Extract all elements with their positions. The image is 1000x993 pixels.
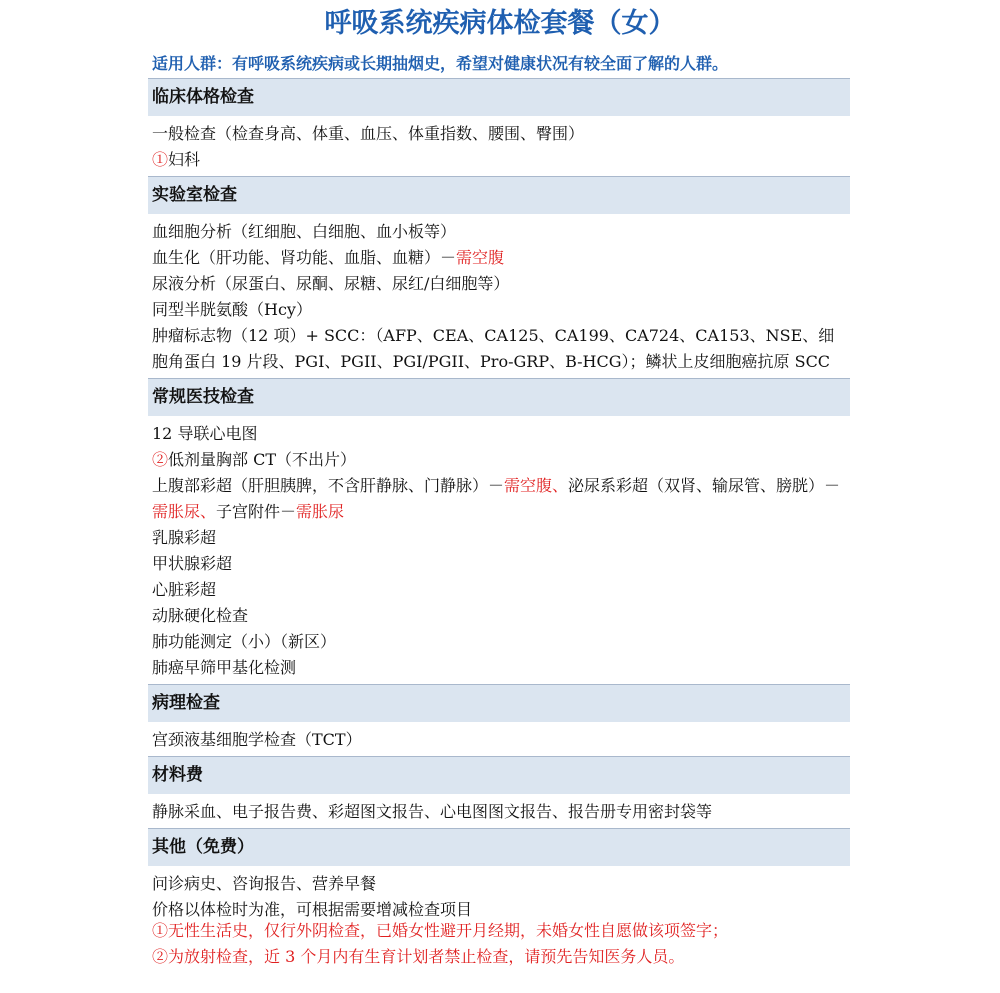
- exam-item: [152, 799, 850, 825]
- item-text: 12 导联心电图: [152, 424, 258, 443]
- exam-item: [152, 447, 850, 473]
- section-header: 常规医技检查: [148, 378, 850, 416]
- section-header: 实验室检查: [148, 176, 850, 214]
- section-header: 材料费: [148, 756, 850, 794]
- item-text: 宫颈液基细胞学检查（TCT）: [152, 730, 362, 749]
- item-text: 妇科: [168, 150, 201, 169]
- target-audience: 适用人群：有呼吸系统疾病或长期抽烟史，希望对健康状况有较全面了解的人群。: [152, 54, 729, 73]
- item-text: 静脉采血、电子报告费、彩超图文报告、心电图图文报告、报告册专用密封袋等: [152, 802, 713, 821]
- item-text: 血生化（肝功能、肾功能、血脂、血糖）－: [152, 248, 457, 267]
- item-text: 同型半胱氨酸（Hcy）: [152, 300, 312, 319]
- exam-item: [152, 655, 850, 681]
- section-items: [148, 116, 850, 176]
- highlight-text: 需胀尿: [296, 502, 345, 521]
- highlight-text: 需空腹: [456, 248, 505, 267]
- exam-item: [152, 245, 850, 271]
- section-items: [148, 416, 850, 684]
- footnote-2: ②为放射检查，近 3 个月内有生育计划者禁止检查，请预先告知医务人员。: [152, 947, 685, 966]
- item-text: 肺癌早筛甲基化检测: [152, 658, 297, 677]
- exam-item: [152, 147, 850, 173]
- item-text: 上腹部彩超（肝胆胰脾，不含肝静脉、门静脉）－: [152, 476, 505, 495]
- item-text: 泌尿系彩超（双肾、输尿管、膀胱）－: [568, 476, 841, 495]
- exam-item: [152, 121, 850, 147]
- exam-item: [152, 603, 850, 629]
- highlight-text: 需胀尿、: [152, 502, 217, 521]
- footnote-1: ①无性生活史，仅行外阴检查，已婚女性避开月经期，未婚女性自愿做该项签字；: [152, 921, 729, 940]
- item-text: 肺功能测定（小）（新区）: [152, 632, 337, 651]
- item-text: 子宫附件－: [216, 502, 297, 521]
- exam-item: [152, 525, 850, 551]
- exam-content: [148, 78, 850, 926]
- item-text: 价格以体检时为准，可根据需要增减检查项目: [152, 900, 473, 919]
- page-title: 呼吸系统疾病体检套餐（女）: [324, 8, 676, 39]
- item-text: 乳腺彩超: [152, 528, 217, 547]
- exam-item: [152, 727, 850, 753]
- section-header: 病理检查: [148, 684, 850, 722]
- exam-item: [152, 421, 850, 447]
- section-header: 临床体格检查: [148, 78, 850, 116]
- section-items: [148, 214, 850, 378]
- item-text: 甲状腺彩超: [152, 554, 233, 573]
- exam-item: [152, 871, 850, 897]
- item-text: 尿液分析（尿蛋白、尿酮、尿糖、尿红/白细胞等）: [152, 274, 510, 293]
- exam-item: [152, 551, 850, 577]
- item-text: 问诊病史、咨询报告、营养早餐: [152, 874, 377, 893]
- highlight-text: ①: [152, 150, 169, 169]
- exam-item: [152, 473, 850, 525]
- item-text: 血细胞分析（红细胞、白细胞、血小板等）: [152, 222, 457, 241]
- section-items: [148, 722, 850, 756]
- exam-item: [152, 577, 850, 603]
- section-items: [148, 866, 850, 926]
- exam-item: [152, 323, 850, 375]
- section-header: 其他（免费）: [148, 828, 850, 866]
- item-text: 心脏彩超: [152, 580, 217, 599]
- exam-item: [152, 219, 850, 245]
- item-text: 肿瘤标志物（12 项）+ SCC：（AFP、CEA、CA125、CA199、CA724、CA153、NSE、细胞角蛋白 19 片段、PGI、PGII、PGI/PGII、Pro-GRP、B-HCG）；鳞状上皮细胞癌抗原 SCC: [152, 326, 835, 371]
- item-text: 一般检查（检查身高、体重、血压、体重指数、腰围、臀围）: [152, 124, 585, 143]
- item-text: 低剂量胸部 CT（不出片）: [168, 450, 357, 469]
- exam-item: [152, 271, 850, 297]
- footnotes: [152, 918, 852, 970]
- exam-item: [152, 297, 850, 323]
- highlight-text: 需空腹、: [504, 476, 569, 495]
- highlight-text: ②: [152, 450, 169, 469]
- section-items: [148, 794, 850, 828]
- item-text: 动脉硬化检查: [152, 606, 249, 625]
- exam-item: [152, 629, 850, 655]
